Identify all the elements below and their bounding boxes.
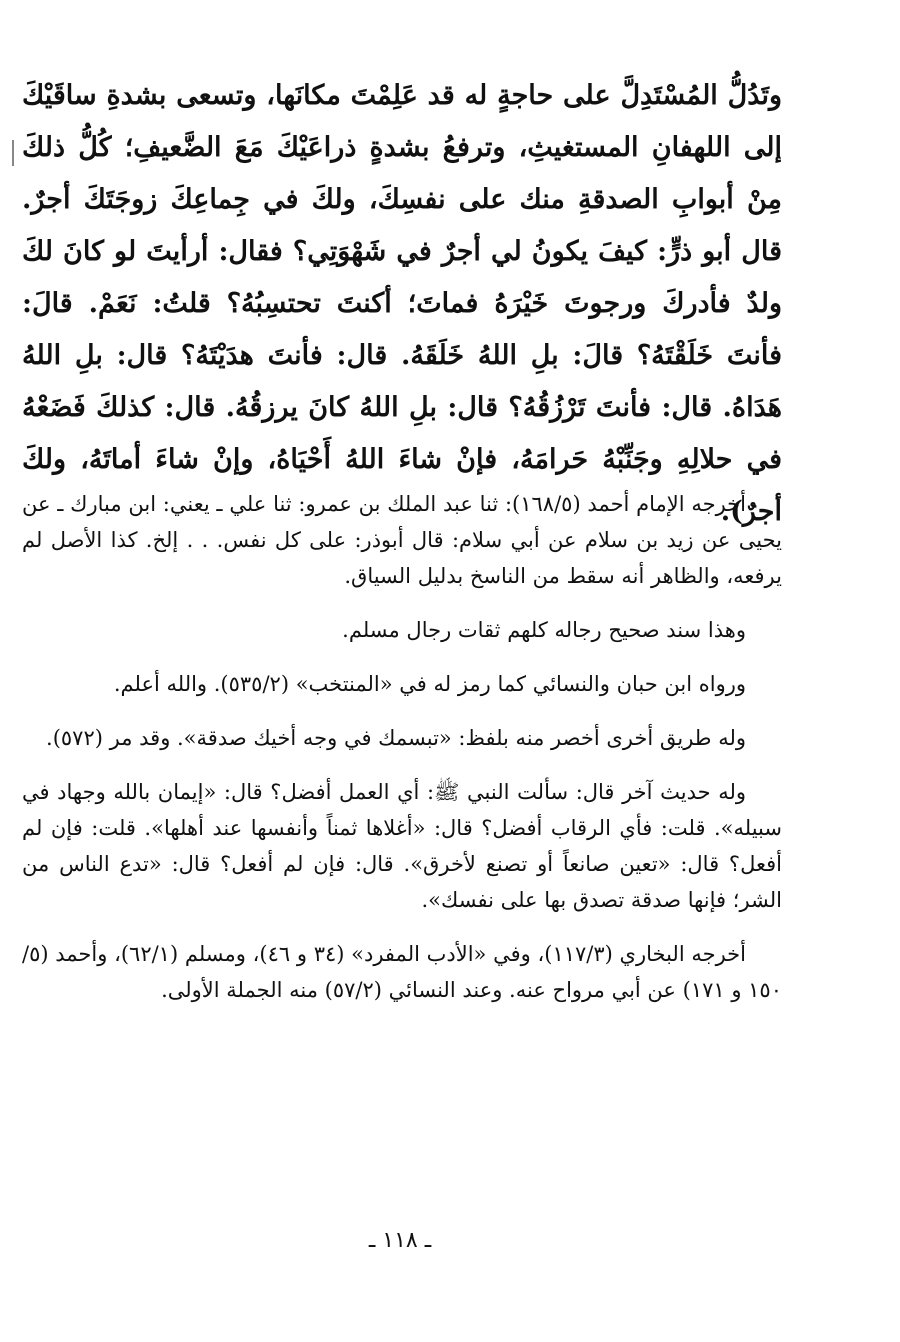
- note-paragraph: ورواه ابن حبان والنسائي كما رمز له في «المنتخب» (٥٣٥/٢). والله أعلم.: [113, 672, 746, 696]
- note-paragraph: أخرجه البخاري (١١٧/٣)، وفي «الأدب المفرد» (٣٤ و ٤٦)، ومسلم (٦٢/١)، وأحمد (٥/ ١٥٠ و ١٧١) عن أبي مرواح عنه. وعند النسائي (٥٧/٢) منه الجملة الأولى.: [22, 942, 782, 1002]
- note-paragraph: وله طريق أخرى أخصر منه بلفظ: «تبسمك في وجه أخيك صدقة». وقد مر (٥٧٢).: [46, 726, 746, 750]
- page-number: ـ ١١٨ ـ: [368, 1228, 432, 1253]
- margin-mark: [12, 140, 14, 166]
- note-paragraph: وهذا سند صحيح رجاله كلهم ثقات رجال مسلم.: [342, 618, 746, 642]
- note-paragraph: أخرجه الإمام أحمد (١٦٨/٥): ثنا عبد الملك بن عمرو: ثنا علي ـ يعني: ابن مبارك ـ عن يحيى عن زيد بن سلام عن أبي سلام: قال أبوذر: على كل نفس. . . إلخ. كذا الأصل لم يرفعه، والظاهر أنه سقط من الناسخ بدليل السياق.: [22, 492, 782, 588]
- commentary-notes: [22, 486, 782, 1026]
- note-paragraph: وله حديث آخر قال: سألت النبي ﷺ: أي العمل أفضل؟ قال: «إيمان بالله وجهاد في سبيله». قلت: فأي الرقاب أفضل؟ قال: «أغلاها ثمناً وأنفسها عند أهلها». قلت: فإن لم أفعل؟ قال: «تعين صانعاً أو تصنع لأخرق». قال: فإن لم أفعل؟ قال: «تدع الناس من الشر؛ فإنها صدقة تصدق بها على نفسك».: [22, 780, 782, 912]
- hadith-text-block: [22, 70, 782, 538]
- hadith-paragraph: وتَدُلُّ المُسْتَدِلَّ على حاجةٍ له قد عَلِمْتَ مكانَها، وتسعى بشدةِ ساقَيْكَ إلى اللهفانِ المستغيثِ، وترفعُ بشدةٍ ذراعَيْكَ مَعَ الضَّعيفِ؛ كُلُّ ذلكَ مِنْ أبوابِ الصدقةِ منك على نفسِكَ، ولكَ في جِماعِكَ زوجَتَكَ أجرٌ. قال أبو ذرٍّ: كيفَ يكونُ لي أجرٌ في شَهْوَتِي؟ فقال: أرأيتَ لو كانَ لكَ ولدٌ فأدركَ ورجوتَ خَيْرَهُ فماتَ؛ أكنتَ تحتسِبُهُ؟ قلتُ: نَعَمْ. قالَ: فأنتَ خَلَقْتَهُ؟ قالَ: بلِ اللهُ خَلَقَهُ. قال: فأنتَ هدَيْتَهُ؟ قال: بلِ اللهُ هَدَاهُ. قال: فأنتَ تَرْزُقُهُ؟ قال: بلِ اللهُ كانَ يرزقُهُ. قال: كذلكَ فَضَعْهُ في حلالِهِ وجَنِّبْهُ حَرامَهُ، فإنْ شاءَ اللهُ أَحْيَاهُ، وإنْ شاءَ أماتَهُ، ولكَ أجرٌ).: [22, 80, 782, 527]
